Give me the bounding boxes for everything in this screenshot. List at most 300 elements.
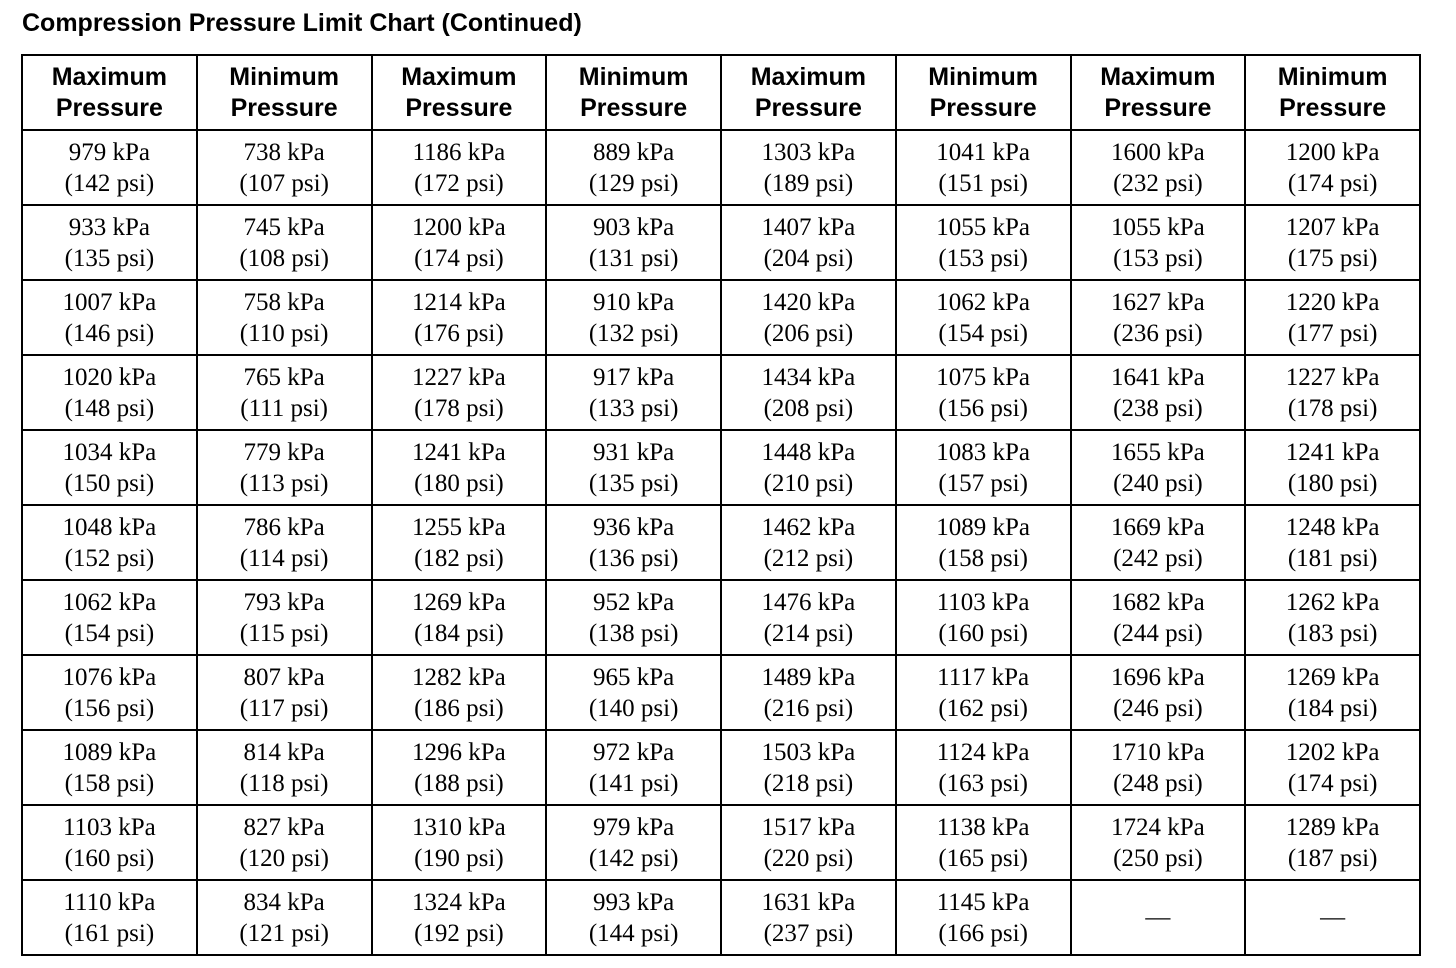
table-cell	[197, 580, 372, 655]
table-cell	[896, 205, 1071, 280]
cell-kpa-value: 1041 kPa	[936, 138, 1030, 166]
table-cell	[22, 505, 197, 580]
cell-psi-value: (178 psi)	[414, 394, 504, 422]
cell-kpa-value: 1048 kPa	[62, 513, 157, 541]
cell-psi-value: (153 psi)	[938, 244, 1028, 272]
table-cell	[197, 430, 372, 505]
table-cell	[1245, 505, 1420, 580]
cell-kpa-value: 1503 kPa	[761, 738, 856, 766]
cell-psi-value: (208 psi)	[763, 394, 854, 422]
cell-kpa-value: 1103 kPa	[936, 588, 1030, 616]
table-cell	[546, 355, 721, 430]
column-header-line: Maximum	[1100, 62, 1216, 91]
cell-kpa-value: 738 kPa	[243, 138, 325, 166]
table-cell	[1071, 655, 1246, 730]
table-cell	[22, 655, 197, 730]
table-cell	[22, 430, 197, 505]
table-header	[22, 55, 1420, 130]
cell-kpa-value: —	[1145, 904, 1171, 931]
cell-kpa-value: 1062 kPa	[936, 288, 1030, 316]
cell-psi-value: (133 psi)	[588, 394, 679, 422]
table-cell	[372, 280, 547, 355]
column-header	[1071, 55, 1246, 130]
table-cell	[1245, 805, 1420, 880]
cell-psi-value: (206 psi)	[763, 319, 854, 347]
cell-kpa-value: 1145 kPa	[936, 888, 1030, 916]
table-cell	[721, 130, 896, 205]
table-cell	[896, 130, 1071, 205]
cell-psi-value: (140 psi)	[588, 694, 679, 722]
table-cell	[1071, 580, 1246, 655]
table-cell	[22, 355, 197, 430]
column-header-line: Pressure	[1104, 93, 1212, 122]
cell-kpa-value: 1324 kPa	[412, 888, 506, 916]
table-cell	[1071, 355, 1246, 430]
table-cell	[1245, 580, 1420, 655]
cell-psi-value: (113 psi)	[239, 469, 329, 497]
cell-psi-value: (161 psi)	[64, 919, 155, 947]
table-cell	[197, 205, 372, 280]
column-header-line: Pressure	[55, 93, 163, 122]
cell-kpa-value: 979 kPa	[68, 138, 150, 166]
table-cell	[721, 730, 896, 805]
cell-kpa-value: 1420 kPa	[761, 288, 856, 316]
cell-kpa-value: 910 kPa	[593, 288, 675, 316]
cell-kpa-value: 1227 kPa	[1285, 363, 1380, 391]
table-cell	[546, 805, 721, 880]
cell-psi-value: (188 psi)	[414, 769, 504, 797]
table-cell	[721, 430, 896, 505]
table-cell	[197, 655, 372, 730]
cell-kpa-value: 1227 kPa	[412, 363, 506, 391]
cell-psi-value: (150 psi)	[64, 469, 155, 497]
table-cell	[22, 880, 197, 955]
table-cell	[1245, 355, 1420, 430]
table-row	[22, 580, 1420, 655]
table-cell	[546, 130, 721, 205]
cell-kpa-value: 1476 kPa	[761, 588, 856, 616]
cell-psi-value: (117 psi)	[239, 694, 329, 722]
table-cell	[896, 355, 1071, 430]
cell-psi-value: (182 psi)	[414, 544, 504, 572]
table-cell	[1245, 730, 1420, 805]
cell-kpa-value: 1627 kPa	[1111, 288, 1205, 316]
cell-kpa-value: 1062 kPa	[62, 588, 157, 616]
cell-kpa-value: 1007 kPa	[62, 288, 157, 316]
pressure-limit-table	[21, 54, 1421, 956]
cell-kpa-value: 1110 kPa	[63, 888, 156, 916]
column-header-line: Minimum	[229, 62, 339, 91]
cell-kpa-value: 1089 kPa	[62, 738, 157, 766]
cell-psi-value: (204 psi)	[763, 244, 854, 272]
cell-psi-value: (165 psi)	[938, 844, 1028, 872]
table-cell	[22, 730, 197, 805]
cell-psi-value: (184 psi)	[414, 619, 504, 647]
cell-psi-value: (178 psi)	[1287, 394, 1378, 422]
cell-psi-value: (183 psi)	[1287, 619, 1378, 647]
cell-psi-value: (121 psi)	[239, 919, 329, 947]
table-cell	[197, 130, 372, 205]
cell-kpa-value: 1200 kPa	[412, 213, 506, 241]
table-cell	[1071, 730, 1246, 805]
cell-kpa-value: 1248 kPa	[1285, 513, 1380, 541]
table-cell	[546, 730, 721, 805]
column-header-line: Maximum	[750, 62, 867, 91]
cell-psi-value: (152 psi)	[64, 544, 155, 572]
table-cell	[896, 430, 1071, 505]
table-cell	[1245, 880, 1420, 955]
table-cell	[721, 805, 896, 880]
cell-psi-value: (158 psi)	[64, 769, 155, 797]
cell-psi-value: (236 psi)	[1113, 319, 1203, 347]
table-cell	[372, 730, 547, 805]
cell-kpa-value: 807 kPa	[243, 663, 325, 691]
table-row	[22, 505, 1420, 580]
cell-psi-value: (232 psi)	[1113, 169, 1203, 197]
cell-psi-value: (114 psi)	[239, 544, 329, 572]
cell-kpa-value: 1089 kPa	[936, 513, 1030, 541]
cell-kpa-value: 1214 kPa	[412, 288, 506, 316]
column-header	[197, 55, 372, 130]
cell-kpa-value: 793 kPa	[243, 588, 325, 616]
table-cell	[546, 505, 721, 580]
cell-psi-value: (118 psi)	[239, 769, 329, 797]
cell-psi-value: (108 psi)	[239, 244, 329, 272]
column-header	[896, 55, 1071, 130]
cell-kpa-value: 1434 kPa	[761, 363, 856, 391]
column-header	[546, 55, 721, 130]
cell-psi-value: (142 psi)	[64, 169, 155, 197]
cell-psi-value: (146 psi)	[64, 319, 155, 347]
column-header-line: Pressure	[230, 93, 338, 122]
table-cell	[896, 805, 1071, 880]
cell-psi-value: (192 psi)	[414, 919, 504, 947]
table-row	[22, 730, 1420, 805]
cell-psi-value: (210 psi)	[763, 469, 854, 497]
cell-kpa-value: 1641 kPa	[1111, 363, 1205, 391]
cell-kpa-value: 1448 kPa	[761, 438, 856, 466]
table-cell	[546, 880, 721, 955]
table-row	[22, 805, 1420, 880]
cell-kpa-value: 1655 kPa	[1111, 438, 1205, 466]
cell-psi-value: (174 psi)	[1287, 769, 1378, 797]
cell-kpa-value: 972 kPa	[593, 738, 675, 766]
table-cell	[22, 580, 197, 655]
cell-psi-value: (237 psi)	[763, 919, 854, 947]
cell-kpa-value: 1282 kPa	[412, 663, 506, 691]
cell-kpa-value: 1407 kPa	[761, 213, 856, 241]
cell-psi-value: (186 psi)	[414, 694, 504, 722]
cell-kpa-value: 1269 kPa	[412, 588, 506, 616]
cell-psi-value: (160 psi)	[938, 619, 1028, 647]
cell-psi-value: (120 psi)	[239, 844, 329, 872]
column-header	[372, 55, 547, 130]
cell-kpa-value: 1186 kPa	[412, 138, 506, 166]
column-header	[721, 55, 896, 130]
cell-psi-value: (180 psi)	[414, 469, 504, 497]
cell-kpa-value: 1631 kPa	[761, 888, 856, 916]
cell-kpa-value: 1124 kPa	[936, 738, 1030, 766]
table-cell	[1245, 280, 1420, 355]
table-cell	[721, 655, 896, 730]
cell-psi-value: (162 psi)	[938, 694, 1028, 722]
cell-kpa-value: 1076 kPa	[62, 663, 157, 691]
cell-kpa-value: 889 kPa	[593, 138, 675, 166]
table-row	[22, 130, 1420, 205]
cell-kpa-value: 1269 kPa	[1285, 663, 1380, 691]
cell-psi-value: (154 psi)	[938, 319, 1028, 347]
table-cell	[372, 205, 547, 280]
table-cell	[22, 130, 197, 205]
cell-kpa-value: 1489 kPa	[761, 663, 856, 691]
table-cell	[896, 580, 1071, 655]
cell-kpa-value: 758 kPa	[243, 288, 325, 316]
cell-kpa-value: 1462 kPa	[761, 513, 856, 541]
cell-psi-value: (148 psi)	[64, 394, 155, 422]
cell-kpa-value: 1517 kPa	[761, 813, 856, 841]
column-header-line: Pressure	[580, 93, 688, 122]
cell-psi-value: (181 psi)	[1287, 544, 1378, 572]
table-cell	[721, 505, 896, 580]
cell-psi-value: (115 psi)	[239, 619, 329, 647]
table-cell	[197, 505, 372, 580]
cell-psi-value: (216 psi)	[763, 694, 854, 722]
table-cell	[22, 805, 197, 880]
cell-kpa-value: 1710 kPa	[1111, 738, 1205, 766]
column-header-line: Pressure	[1279, 93, 1387, 122]
cell-psi-value: (180 psi)	[1287, 469, 1378, 497]
cell-psi-value: (238 psi)	[1113, 394, 1203, 422]
table-cell	[546, 580, 721, 655]
cell-kpa-value: 965 kPa	[593, 663, 675, 691]
table-row	[22, 880, 1420, 955]
column-header-line: Minimum	[928, 62, 1038, 91]
table-row	[22, 280, 1420, 355]
cell-kpa-value: 1138 kPa	[936, 813, 1030, 841]
table-cell	[372, 505, 547, 580]
table-cell	[197, 355, 372, 430]
table-cell	[1245, 430, 1420, 505]
cell-psi-value: (138 psi)	[588, 619, 679, 647]
cell-psi-value: (160 psi)	[64, 844, 155, 872]
column-header-line: Maximum	[51, 62, 168, 91]
cell-kpa-value: 1055 kPa	[1111, 213, 1205, 241]
cell-psi-value: (131 psi)	[588, 244, 679, 272]
cell-psi-value: (175 psi)	[1287, 244, 1378, 272]
table-cell	[372, 430, 547, 505]
table-cell	[1071, 805, 1246, 880]
cell-psi-value: (220 psi)	[763, 844, 854, 872]
cell-psi-value: (174 psi)	[414, 244, 504, 272]
table-cell	[896, 730, 1071, 805]
cell-kpa-value: 1075 kPa	[936, 363, 1030, 391]
cell-psi-value: (176 psi)	[414, 319, 504, 347]
cell-kpa-value: 936 kPa	[593, 513, 675, 541]
table-cell	[1071, 430, 1246, 505]
cell-psi-value: (156 psi)	[64, 694, 155, 722]
cell-psi-value: (250 psi)	[1113, 844, 1203, 872]
column-header	[22, 55, 197, 130]
table-cell	[372, 355, 547, 430]
cell-kpa-value: 1241 kPa	[412, 438, 506, 466]
table-cell	[896, 655, 1071, 730]
cell-kpa-value: 745 kPa	[243, 213, 325, 241]
cell-psi-value: (136 psi)	[588, 544, 679, 572]
table-cell	[372, 655, 547, 730]
cell-kpa-value: 1289 kPa	[1285, 813, 1380, 841]
cell-psi-value: (156 psi)	[938, 394, 1028, 422]
cell-kpa-value: 1682 kPa	[1111, 588, 1205, 616]
column-header-line: Minimum	[1277, 62, 1388, 91]
table-cell	[197, 730, 372, 805]
column-header	[1245, 55, 1420, 130]
cell-kpa-value: 1103 kPa	[62, 813, 156, 841]
cell-psi-value: (166 psi)	[938, 919, 1028, 947]
cell-kpa-value: 1303 kPa	[761, 138, 856, 166]
cell-kpa-value: 1034 kPa	[62, 438, 157, 466]
cell-psi-value: (242 psi)	[1113, 544, 1203, 572]
cell-kpa-value: 1220 kPa	[1285, 288, 1380, 316]
table-cell	[721, 280, 896, 355]
cell-psi-value: (135 psi)	[588, 469, 679, 497]
table-cell	[372, 880, 547, 955]
header-row	[22, 55, 1420, 130]
column-header-line: Maximum	[401, 62, 517, 91]
table-cell	[22, 280, 197, 355]
column-header-line: Pressure	[405, 93, 513, 122]
cell-psi-value: (129 psi)	[588, 169, 679, 197]
cell-psi-value: (214 psi)	[763, 619, 854, 647]
cell-psi-value: (151 psi)	[938, 169, 1028, 197]
table-cell	[546, 205, 721, 280]
cell-kpa-value: 1207 kPa	[1285, 213, 1380, 241]
table-cell	[1071, 505, 1246, 580]
table-row	[22, 355, 1420, 430]
table-body	[22, 130, 1420, 955]
table-cell	[546, 655, 721, 730]
cell-kpa-value: 827 kPa	[243, 813, 325, 841]
cell-psi-value: (132 psi)	[588, 319, 679, 347]
table-cell	[896, 880, 1071, 955]
cell-kpa-value: 1600 kPa	[1111, 138, 1205, 166]
cell-kpa-value: 903 kPa	[593, 213, 675, 241]
table-cell	[1245, 655, 1420, 730]
cell-psi-value: (177 psi)	[1287, 319, 1378, 347]
cell-kpa-value: 1117 kPa	[937, 663, 1030, 691]
cell-psi-value: (135 psi)	[64, 244, 155, 272]
table-cell	[721, 580, 896, 655]
cell-psi-value: (240 psi)	[1113, 469, 1203, 497]
table-cell	[721, 205, 896, 280]
table-cell	[372, 580, 547, 655]
column-header-line: Pressure	[929, 93, 1037, 122]
table-cell	[22, 205, 197, 280]
cell-kpa-value: 1310 kPa	[412, 813, 506, 841]
cell-kpa-value: 993 kPa	[593, 888, 675, 916]
cell-psi-value: (212 psi)	[763, 544, 854, 572]
cell-kpa-value: 1083 kPa	[936, 438, 1030, 466]
cell-kpa-value: 834 kPa	[243, 888, 325, 916]
table-cell	[546, 430, 721, 505]
cell-kpa-value: 1200 kPa	[1285, 138, 1380, 166]
table-cell	[1071, 880, 1246, 955]
cell-psi-value: (172 psi)	[414, 169, 504, 197]
cell-psi-value: (248 psi)	[1113, 769, 1203, 797]
cell-psi-value: (184 psi)	[1287, 694, 1378, 722]
table-cell	[1071, 130, 1246, 205]
cell-psi-value: (107 psi)	[239, 169, 329, 197]
cell-psi-value: (218 psi)	[763, 769, 854, 797]
table-cell	[546, 280, 721, 355]
table-cell	[372, 805, 547, 880]
cell-kpa-value: 765 kPa	[243, 363, 325, 391]
cell-kpa-value: 1241 kPa	[1285, 438, 1380, 466]
cell-psi-value: (141 psi)	[588, 769, 679, 797]
table-cell	[1071, 205, 1246, 280]
cell-kpa-value: 1724 kPa	[1111, 813, 1205, 841]
cell-kpa-value: 814 kPa	[243, 738, 325, 766]
table-cell	[197, 880, 372, 955]
cell-psi-value: (158 psi)	[938, 544, 1028, 572]
cell-psi-value: (163 psi)	[938, 769, 1028, 797]
cell-kpa-value: 1202 kPa	[1285, 738, 1380, 766]
cell-kpa-value: 917 kPa	[593, 363, 675, 391]
cell-kpa-value: 933 kPa	[68, 213, 150, 241]
cell-kpa-value: 779 kPa	[243, 438, 325, 466]
cell-psi-value: (189 psi)	[763, 169, 854, 197]
cell-psi-value: (110 psi)	[239, 319, 329, 347]
cell-psi-value: (187 psi)	[1287, 844, 1378, 872]
table-cell	[372, 130, 547, 205]
cell-psi-value: (190 psi)	[414, 844, 504, 872]
cell-kpa-value: 931 kPa	[593, 438, 675, 466]
cell-kpa-value: 1020 kPa	[62, 363, 157, 391]
cell-psi-value: (111 psi)	[240, 394, 328, 422]
cell-psi-value: (144 psi)	[588, 919, 679, 947]
cell-kpa-value: 1055 kPa	[936, 213, 1030, 241]
cell-kpa-value: 1669 kPa	[1111, 513, 1205, 541]
cell-psi-value: (246 psi)	[1113, 694, 1203, 722]
table-cell	[1071, 280, 1246, 355]
column-header-line: Pressure	[754, 93, 862, 122]
cell-kpa-value: 1296 kPa	[412, 738, 506, 766]
cell-kpa-value: 786 kPa	[243, 513, 325, 541]
table-cell	[896, 505, 1071, 580]
table-cell	[896, 280, 1071, 355]
cell-psi-value: (153 psi)	[1113, 244, 1203, 272]
cell-kpa-value: 979 kPa	[593, 813, 675, 841]
table-cell	[721, 355, 896, 430]
cell-psi-value: (157 psi)	[938, 469, 1028, 497]
table-cell	[197, 280, 372, 355]
table-row	[22, 430, 1420, 505]
table-row	[22, 205, 1420, 280]
column-header-line: Minimum	[578, 62, 689, 91]
table-row	[22, 655, 1420, 730]
table-cell	[197, 805, 372, 880]
cell-psi-value: (142 psi)	[588, 844, 679, 872]
cell-kpa-value: 1696 kPa	[1111, 663, 1205, 691]
cell-psi-value: (154 psi)	[64, 619, 155, 647]
cell-kpa-value: 1255 kPa	[412, 513, 506, 541]
page-title: Compression Pressure Limit Chart (Continued)	[22, 9, 582, 37]
cell-psi-value: (244 psi)	[1113, 619, 1203, 647]
table-cell	[721, 880, 896, 955]
cell-kpa-value: 952 kPa	[593, 588, 675, 616]
table-cell	[1245, 130, 1420, 205]
cell-psi-value: (174 psi)	[1287, 169, 1378, 197]
cell-kpa-value: 1262 kPa	[1285, 588, 1380, 616]
